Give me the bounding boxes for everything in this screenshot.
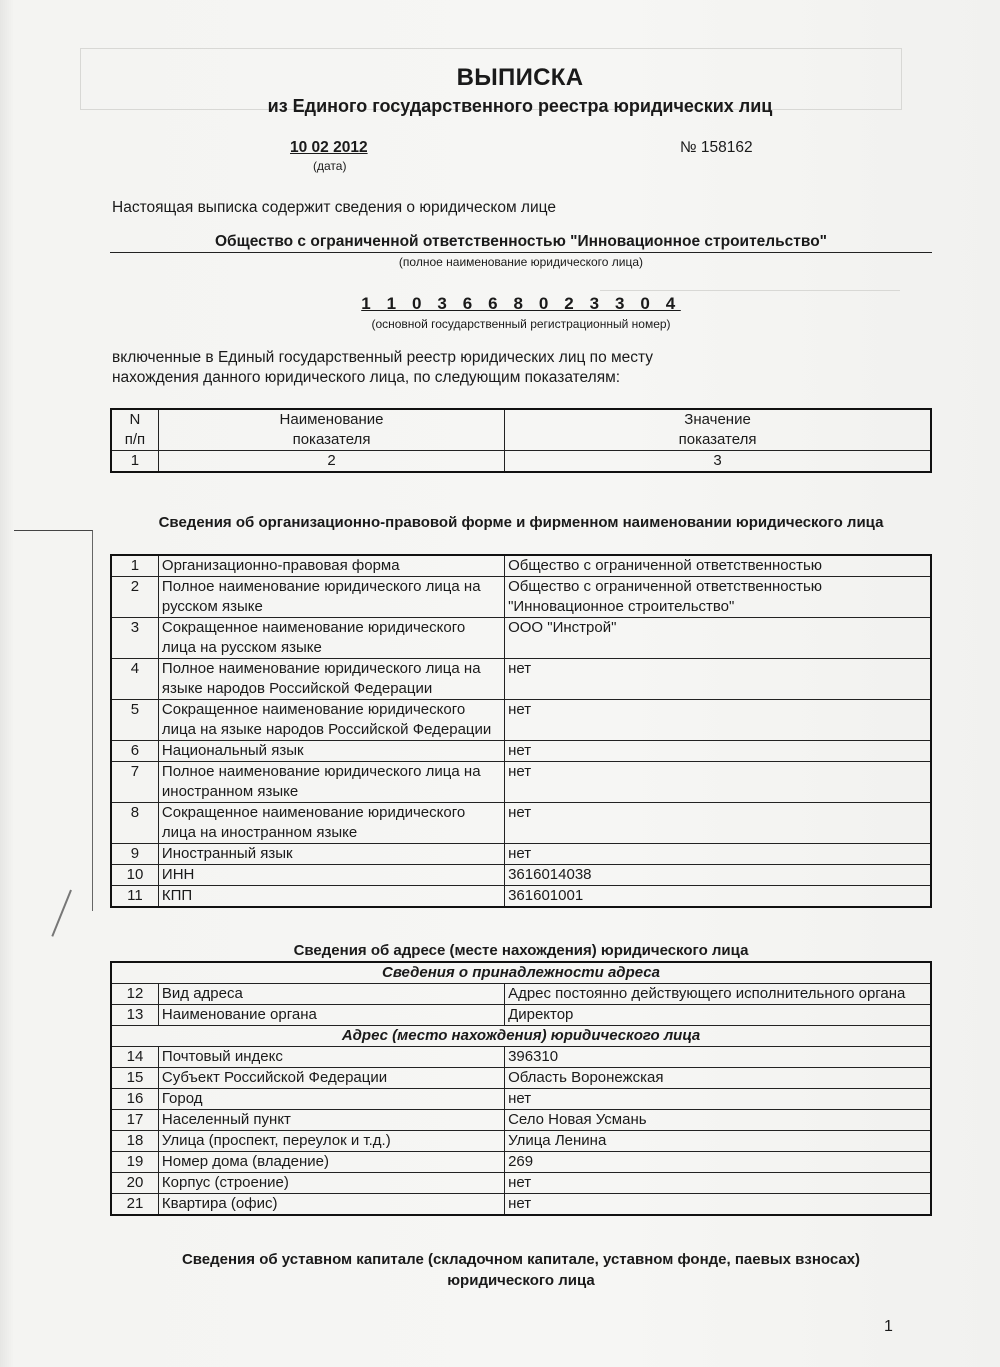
row-number: 10: [111, 865, 158, 886]
column-number: 3: [505, 451, 931, 473]
row-label: Иностранный язык: [158, 844, 504, 865]
table-row: [111, 1068, 931, 1089]
row-label: Почтовый индекс: [158, 1047, 504, 1068]
row-label: Населенный пункт: [158, 1110, 504, 1131]
row-value: Общество с ограниченной ответственностью: [505, 555, 931, 577]
column-number: 1: [111, 451, 158, 473]
row-value: Директор: [505, 1005, 931, 1026]
row-label: Сокращенное наименование юридического лица на иностранном языке: [158, 803, 504, 844]
row-number: 3: [111, 618, 158, 659]
included-line: нахождения данного юридического лица, по следующим показателям:: [112, 369, 621, 386]
row-value: 361601001: [505, 886, 931, 908]
row-label: Сокращенное наименование юридического лица на русском языке: [158, 618, 504, 659]
table-row: [111, 1110, 931, 1131]
header-text: Значение: [684, 411, 751, 428]
row-value: нет: [505, 1194, 931, 1216]
header-cell-value: [505, 409, 931, 451]
row-value: нет: [505, 1173, 931, 1194]
row-value: Улица Ленина: [505, 1131, 931, 1152]
row-number: 2: [111, 577, 158, 618]
table-row: [111, 886, 931, 908]
row-value: нет: [505, 1089, 931, 1110]
table-row: [111, 577, 931, 618]
row-label: ИНН: [158, 865, 504, 886]
row-value: Общество с ограниченной ответственностью "Инновационное строительство": [505, 577, 931, 618]
row-value: Адрес постоянно действующего исполнительного органа: [505, 984, 931, 1005]
row-number: 13: [111, 1005, 158, 1026]
row-value: нет: [505, 762, 931, 803]
row-label: Субъект Российской Федерации: [158, 1068, 504, 1089]
table-row: [111, 1047, 931, 1068]
row-label: Улица (проспект, переулок и т.д.): [158, 1131, 504, 1152]
header-text: п/п: [124, 431, 146, 448]
header-text: показателя: [292, 431, 371, 448]
subheader-address-ownership: Сведения о принадлежности адреса: [111, 962, 931, 984]
row-label: Квартира (офис): [158, 1194, 504, 1216]
header-cell-name: [158, 409, 504, 451]
document-number: № 158162: [680, 139, 753, 156]
column-number: 2: [158, 451, 504, 473]
row-value: 3616014038: [505, 865, 931, 886]
row-label: Национальный язык: [158, 741, 504, 762]
included-text: [112, 348, 712, 388]
subheader-row: [111, 962, 931, 984]
row-number: 6: [111, 741, 158, 762]
scan-fold-artifact: [14, 530, 93, 911]
table-row: [111, 844, 931, 865]
row-label: Город: [158, 1089, 504, 1110]
section-title-capital: [110, 1249, 932, 1291]
subheader-row: [111, 1026, 931, 1047]
table-row: [111, 618, 931, 659]
row-number: 1: [111, 555, 158, 577]
row-value: нет: [505, 659, 931, 700]
table-row: [111, 865, 931, 886]
section-title-line: Сведения об уставном капитале (складочном капитале, уставном фонде, паевых взносах): [181, 1251, 861, 1268]
document-title: ВЫПИСКА: [456, 64, 584, 91]
header-text: Наименование: [279, 411, 384, 428]
row-number: 7: [111, 762, 158, 803]
row-value: Область Воронежская: [505, 1068, 931, 1089]
issue-date-label: (дата): [313, 159, 347, 173]
row-number: 9: [111, 844, 158, 865]
ogrn: [110, 294, 932, 314]
table-row: [111, 700, 931, 741]
row-number: 15: [111, 1068, 158, 1089]
row-number: 11: [111, 886, 158, 908]
row-label: Полное наименование юридического лица на иностранном языке: [158, 762, 504, 803]
row-number: 8: [111, 803, 158, 844]
row-value: Село Новая Усмань: [505, 1110, 931, 1131]
row-label: Корпус (строение): [158, 1173, 504, 1194]
table-row: [111, 762, 931, 803]
row-number: 4: [111, 659, 158, 700]
row-number: 5: [111, 700, 158, 741]
row-value: нет: [505, 844, 931, 865]
address-table: [110, 961, 932, 1216]
row-number: 12: [111, 984, 158, 1005]
row-label: Сокращенное наименование юридического лица на языке народов Российской Федерации: [158, 700, 504, 741]
row-label: Полное наименование юридического лица на языке народов Российской Федерации: [158, 659, 504, 700]
intro-text: Настоящая выписка содержит сведения о юридическом лице: [112, 199, 556, 216]
document-subtitle: из Единого государственного реестра юридических лиц: [267, 96, 773, 116]
table-row: [111, 984, 931, 1005]
header-text: показателя: [678, 431, 757, 448]
table-row: [111, 659, 931, 700]
entity-full-name-label: (полное наименование юридического лица): [398, 255, 644, 269]
row-value: 269: [505, 1152, 931, 1173]
section-title-line: юридического лица: [447, 1272, 595, 1289]
row-label: Наименование органа: [158, 1005, 504, 1026]
ogrn-value: 1 1 0 3 6 6 8 0 2 3 3 0 4: [361, 294, 681, 313]
subheader-address-location: Адрес (место нахождения) юридического лица: [111, 1026, 931, 1047]
row-number: 17: [111, 1110, 158, 1131]
column-header-row: [111, 409, 931, 451]
page-number: 1: [884, 1318, 893, 1335]
row-value: нет: [505, 803, 931, 844]
row-label: Организационно-правовая форма: [158, 555, 504, 577]
row-number: 19: [111, 1152, 158, 1173]
row-label: Полное наименование юридического лица на русском языке: [158, 577, 504, 618]
table-row: [111, 1173, 931, 1194]
row-label: Номер дома (владение): [158, 1152, 504, 1173]
header-text: N: [129, 411, 141, 428]
table-row: [111, 741, 931, 762]
row-value: ООО "Инстрой": [505, 618, 931, 659]
header-cell-number: [111, 409, 158, 451]
table-row: [111, 1131, 931, 1152]
row-value: 396310: [505, 1047, 931, 1068]
row-number: 14: [111, 1047, 158, 1068]
row-number: 20: [111, 1173, 158, 1194]
section-title-address: Сведения об адресе (месте нахождения) юридического лица: [293, 942, 749, 959]
table-row: [111, 555, 931, 577]
ogrn-label: (основной государственный регистрационный номер): [371, 317, 671, 331]
row-number: 18: [111, 1131, 158, 1152]
table-row: [111, 1152, 931, 1173]
entity-full-name: Общество с ограниченной ответственностью "Инновационное строительство": [110, 233, 932, 253]
org-info-table: [110, 554, 932, 908]
row-label: КПП: [158, 886, 504, 908]
column-number-row: [111, 451, 931, 473]
column-header-table: [110, 408, 932, 473]
table-row: [111, 803, 931, 844]
included-line: включенные в Единый государственный реестр юридических лиц по месту: [112, 349, 654, 366]
table-row: [111, 1005, 931, 1026]
row-value: нет: [505, 741, 931, 762]
row-number: 21: [111, 1194, 158, 1216]
row-label: Вид адреса: [158, 984, 504, 1005]
table-row: [111, 1089, 931, 1110]
row-value: нет: [505, 700, 931, 741]
section-title-org: Сведения об организационно-правовой форме и фирменном наименовании юридического лица: [158, 514, 884, 531]
row-number: 16: [111, 1089, 158, 1110]
table-row: [111, 1194, 931, 1216]
issue-date: 10 02 2012: [290, 139, 368, 156]
